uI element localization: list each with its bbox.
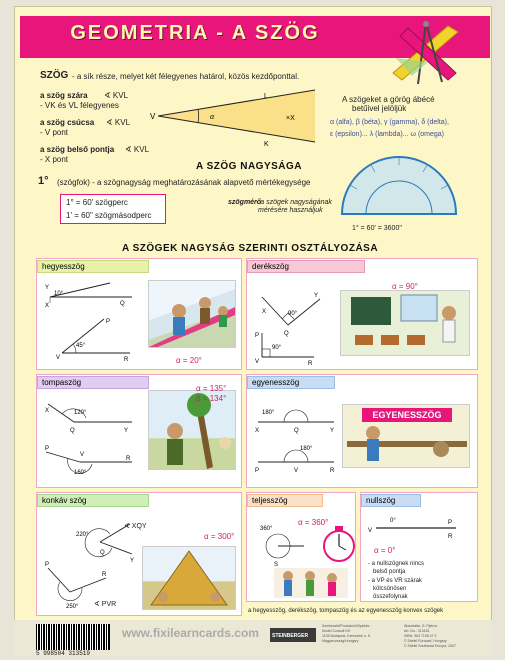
barcode bbox=[36, 624, 110, 650]
svg-text:X: X bbox=[255, 428, 260, 434]
svg-text:Q: Q bbox=[294, 428, 299, 434]
intro-term: SZÖG bbox=[40, 70, 69, 81]
svg-text:X: X bbox=[45, 303, 50, 309]
part-sub-vertex: - V pont bbox=[40, 128, 69, 137]
classification-heading: A SZÖGEK NAGYSÁG SZERINTI OSZTÁLYOZÁSA bbox=[122, 243, 379, 254]
svg-text:Y: Y bbox=[130, 558, 135, 564]
credit-3: ISBN: 963 7108 47 3 bbox=[404, 634, 437, 638]
svg-text:×X: ×X bbox=[286, 115, 295, 122]
second-conversion: 1' = 60" szögmásodperc bbox=[66, 211, 152, 220]
svg-text:S: S bbox=[274, 562, 279, 568]
zero-note-2: belső pontja bbox=[373, 569, 406, 575]
right-alpha: α = 90° bbox=[392, 282, 418, 291]
right-cartoon bbox=[340, 290, 470, 356]
zero-note-5: összefolynak bbox=[373, 594, 408, 600]
svg-text:P: P bbox=[106, 319, 111, 325]
svg-text:P: P bbox=[448, 520, 453, 526]
greek-line-1: α (alfa), β (béta), γ (gamma), δ (delta), bbox=[330, 119, 449, 126]
minute-conversion: 1° = 60' szögperc bbox=[66, 198, 128, 207]
svg-text:V: V bbox=[80, 452, 85, 458]
protractor-note-2: mérésére használjuk bbox=[258, 207, 323, 214]
svg-text:Y: Y bbox=[45, 285, 50, 291]
svg-text:R: R bbox=[126, 456, 131, 462]
imprint-1: Szerkesztő/Produkció/Gyártás: bbox=[322, 624, 371, 628]
svg-text:180°: 180° bbox=[300, 446, 313, 452]
svg-text:250°: 250° bbox=[66, 604, 79, 610]
credit-4: © Stiefel Eurocart, Hungary bbox=[404, 639, 447, 643]
greek-heading-1: A szögeket a görög ábécé bbox=[342, 95, 435, 104]
zero-alpha: α = 0° bbox=[374, 546, 396, 555]
reflex-symbol-1: ∢ XQY bbox=[124, 523, 147, 530]
svg-text:120°: 120° bbox=[74, 410, 87, 416]
part-label-arm: a szög szára bbox=[40, 91, 88, 100]
greek-heading-2: betűivel jelöljük bbox=[352, 104, 407, 113]
page-title: GEOMETRIA - A SZÖG bbox=[70, 22, 320, 44]
svg-text:P: P bbox=[255, 333, 260, 339]
svg-text:R: R bbox=[448, 534, 453, 540]
svg-text:Q: Q bbox=[284, 331, 289, 337]
protractor-note-1: - a szögek nagyságának bbox=[256, 199, 332, 206]
straight-sign: EGYENESSZÖG bbox=[362, 408, 452, 422]
svg-text:Q: Q bbox=[70, 428, 75, 434]
svg-text:K: K bbox=[264, 141, 269, 148]
panel-title-zero: nullszög bbox=[361, 494, 421, 507]
barcode-number: 5 998504 313519 bbox=[36, 650, 91, 657]
svg-text:V: V bbox=[56, 355, 61, 361]
publisher-name: STEINBERGER bbox=[272, 633, 309, 639]
obtuse-alpha-1: α = 135° bbox=[196, 384, 227, 393]
panel-title-full: teljesszög bbox=[247, 494, 323, 507]
size-heading: A SZÖG NAGYSÁGA bbox=[196, 161, 303, 172]
clock-icon bbox=[322, 524, 356, 564]
bottom-note: a hegyesszög, derékszög, tompaszög és az egyenesszög konvex szögek bbox=[248, 608, 444, 614]
part-sym-vertex: ∢ KVL bbox=[106, 118, 131, 127]
zero-note-1: - a nullszögnek nincs bbox=[368, 561, 425, 567]
svg-text:45°: 45° bbox=[76, 343, 86, 349]
svg-text:Q: Q bbox=[120, 301, 125, 307]
svg-text:α: α bbox=[210, 112, 215, 121]
zero-angle-diagram bbox=[364, 512, 464, 542]
part-sym-interior: ∢ KVL bbox=[125, 145, 150, 154]
svg-text:Y: Y bbox=[330, 428, 335, 434]
svg-text:X: X bbox=[45, 408, 50, 414]
acute-alpha: α = 20° bbox=[176, 356, 202, 365]
full-alpha: α = 360° bbox=[298, 518, 329, 527]
svg-text:360°: 360° bbox=[260, 526, 273, 532]
panel-title-acute: hegyesszög bbox=[37, 260, 149, 273]
panel-title-obtuse: tompaszög bbox=[37, 376, 149, 389]
acute-angles-diagram bbox=[40, 275, 140, 365]
imprint-3: 1106 Budapest, Keresztúri u. 5. bbox=[322, 634, 371, 638]
zero-note-4: kölcsönösen bbox=[373, 586, 407, 592]
acute-angle-label-1: 10° bbox=[54, 291, 64, 297]
svg-text:V: V bbox=[368, 528, 373, 534]
panel-title-right: derékszög bbox=[247, 260, 365, 273]
svg-text:R: R bbox=[102, 572, 107, 578]
part-sub-interior: - X pont bbox=[40, 155, 69, 164]
imprint-4: Magyarország/Hungary bbox=[322, 639, 359, 643]
part-sub-arm: - VK és VL félegyenes bbox=[40, 101, 119, 110]
panel-title-reflex: konkáv szög bbox=[37, 494, 149, 507]
imprint-2: Model Consult Kft. bbox=[322, 629, 351, 633]
credit-1: Illusztrálta: G. Pjetrov bbox=[404, 624, 438, 628]
svg-text:P: P bbox=[45, 562, 50, 568]
svg-text:Q: Q bbox=[100, 550, 105, 556]
svg-text:P: P bbox=[255, 468, 260, 474]
website-url: www.fixilearncards.com bbox=[122, 626, 259, 640]
straight-angles-diagram bbox=[250, 392, 340, 482]
svg-text:160°: 160° bbox=[74, 470, 87, 476]
acute-cartoon bbox=[148, 280, 236, 348]
part-label-vertex: a szög csúcsa bbox=[40, 118, 95, 127]
credit-2: Art. No.: 313151 bbox=[404, 629, 430, 633]
svg-text:180°: 180° bbox=[262, 410, 275, 416]
svg-text:R: R bbox=[124, 357, 129, 363]
credit-5: © Stiefel Southeast Europe, 2007 bbox=[404, 644, 457, 648]
reflex-symbol-2: ∢ PVR bbox=[94, 601, 117, 608]
intro-definition: - a sík része, melyet két félegyenes határol, közös kezdőponttal. bbox=[72, 72, 300, 81]
obtuse-angles-diagram bbox=[40, 390, 140, 484]
svg-text:L: L bbox=[264, 93, 268, 100]
greek-line-2: ε (epsilon)... λ (lambda)... ω (omega) bbox=[330, 131, 445, 138]
degree-symbol: 1° bbox=[38, 175, 49, 187]
drawing-tools-icon bbox=[388, 18, 468, 88]
part-label-interior: a szög belső pontja bbox=[40, 145, 115, 154]
right-angles-diagram bbox=[250, 275, 340, 365]
svg-text:V: V bbox=[294, 468, 299, 474]
svg-text:R: R bbox=[330, 468, 335, 474]
obtuse-alpha-2: β = 134° bbox=[196, 394, 227, 403]
reflex-alpha: α = 300° bbox=[204, 532, 235, 541]
part-sym-arm: ∢ KVL bbox=[104, 91, 129, 100]
svg-text:Y: Y bbox=[314, 293, 319, 299]
svg-text:Y: Y bbox=[124, 428, 129, 434]
protractor-note-term: szögmérő bbox=[228, 199, 262, 206]
degree-definition: (szögfok) - a szögnagyság meghatározásának alapvető mértékegysége bbox=[57, 178, 311, 187]
svg-text:X: X bbox=[262, 309, 267, 315]
full-cartoon bbox=[274, 568, 348, 598]
svg-text:V: V bbox=[255, 359, 260, 365]
angle-diagram bbox=[150, 86, 320, 148]
svg-text:90°: 90° bbox=[272, 345, 282, 351]
reflex-cartoon bbox=[142, 546, 236, 610]
degree-equation: 1° = 60' = 3600" bbox=[352, 225, 402, 232]
svg-text:90°: 90° bbox=[288, 311, 298, 317]
protractor-icon bbox=[338, 152, 460, 218]
svg-text:0°: 0° bbox=[390, 518, 396, 524]
svg-text:P: P bbox=[45, 446, 50, 452]
svg-text:V: V bbox=[150, 112, 156, 121]
svg-text:R: R bbox=[308, 361, 313, 365]
svg-text:220°: 220° bbox=[76, 532, 89, 538]
zero-note-3: - a VP és VR szárak bbox=[368, 578, 422, 584]
panel-title-straight: egyenesszög bbox=[247, 376, 335, 389]
